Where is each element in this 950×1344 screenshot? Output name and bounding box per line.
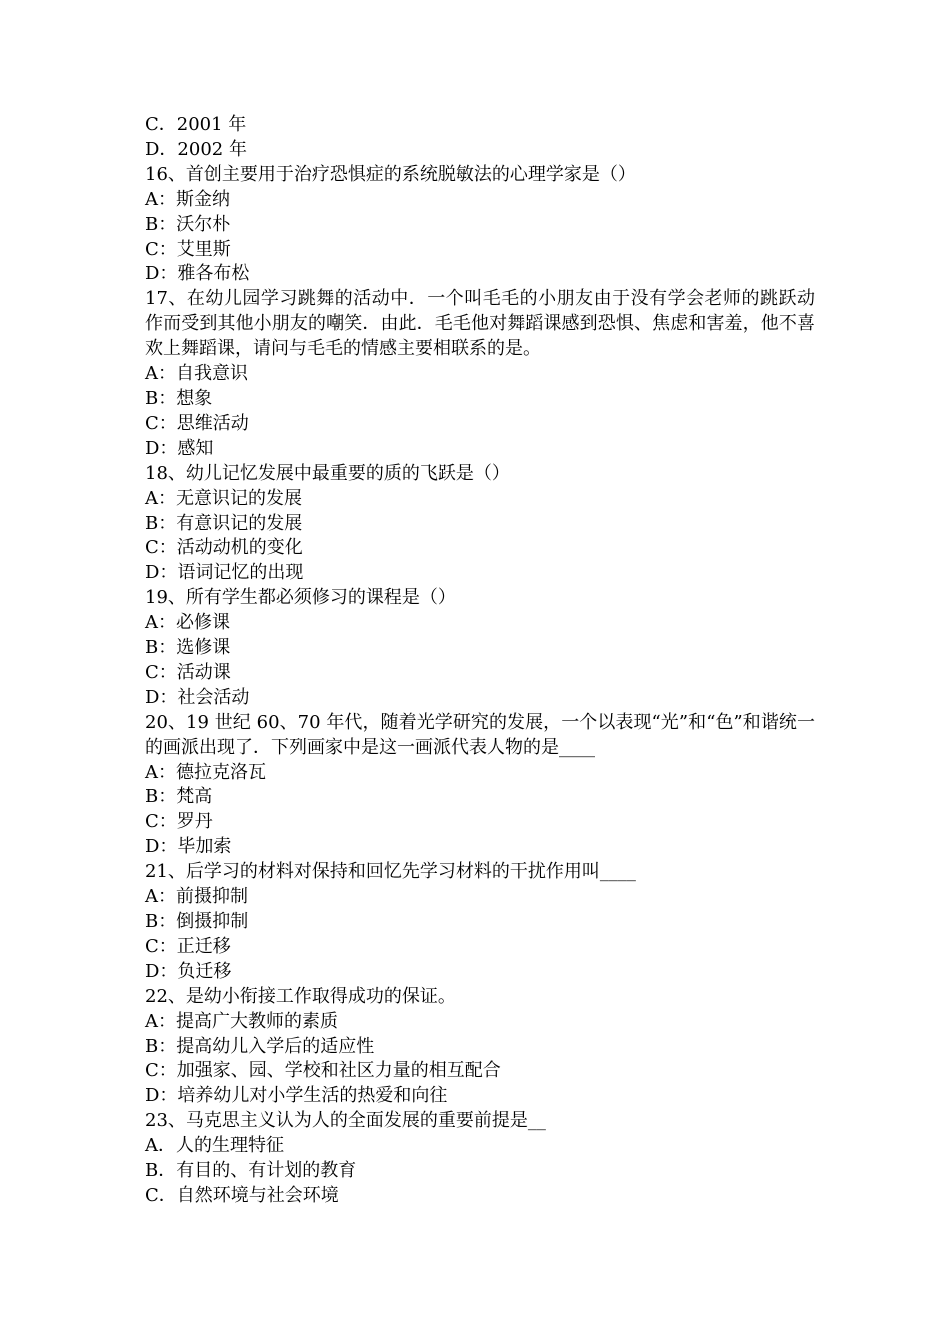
answer-option: A：德拉克洛瓦	[145, 761, 266, 783]
answer-option: C：活动课	[145, 661, 231, 683]
answer-option: D：负迁移	[145, 960, 232, 982]
answer-option: C：加强家、园、学校和社区力量的相互配合	[145, 1060, 501, 1082]
answer-option: A：斯金纳	[145, 188, 230, 210]
question-text: 19、所有学生都必须修习的课程是（）	[145, 587, 456, 609]
question-text: 18、幼儿记忆发展中最重要的质的飞跃是（）	[145, 462, 510, 484]
answer-option: C：罗丹	[145, 811, 213, 833]
answer-option: C：活动动机的变化	[145, 537, 303, 559]
answer-option: D：社会活动	[145, 686, 250, 708]
answer-option: B：提高幼儿入学后的适应性	[145, 1035, 375, 1057]
question-text: 17、在幼儿园学习跳舞的活动中．一个叫毛毛的小朋友由于没有学会老师的跳跃动作而受到其他小朋友的嘲笑．由此．毛毛他对舞蹈课感到恐惧、焦虑和害羞，他不喜欢上舞蹈课，请问与毛毛的情感主要相联系的是。	[145, 288, 815, 360]
answer-option: B：沃尔朴	[145, 213, 231, 235]
question-text: 20、19 世纪 60、70 年代，随着光学研究的发展，一个以表现“光”和“色”和谐统一的画派出现了．下列画家中是这一画派代表人物的是____	[145, 711, 815, 758]
answer-option: D：毕加索	[145, 836, 232, 858]
answer-option: A：无意识记的发展	[145, 487, 302, 509]
question-text: 21、后学习的材料对保持和回忆先学习材料的干扰作用叫____	[145, 861, 636, 883]
answer-option: B：倒摄抑制	[145, 911, 249, 932]
answer-option: D：雅各布松	[145, 263, 250, 285]
question-text: 16、首创主要用于治疗恐惧症的系统脱敏法的心理学家是（）	[145, 163, 636, 185]
answer-option: B．有目的、有计划的教育	[145, 1160, 357, 1182]
answer-option: B：想象	[145, 387, 213, 409]
answer-option: C：艾里斯	[145, 238, 231, 260]
answer-option: D．2002 年	[145, 138, 247, 160]
answer-option: A：自我意识	[145, 363, 248, 385]
answer-option: A：必修课	[145, 612, 230, 634]
answer-option: A：提高广大教师的素质	[145, 1010, 338, 1032]
answer-option: B：梵高	[145, 786, 213, 808]
answer-option: B：选修课	[145, 637, 231, 659]
answer-option: D：培养幼儿对小学生活的热爱和向往	[145, 1085, 448, 1107]
answer-option: C：正迁移	[145, 935, 231, 957]
answer-option: D：感知	[145, 437, 214, 459]
answer-option: C．2001 年	[145, 114, 247, 135]
answer-option: B：有意识记的发展	[145, 512, 303, 534]
answer-option: C．自然环境与社会环境	[145, 1184, 339, 1206]
document-body	[145, 113, 815, 1209]
answer-option: A：前摄抑制	[145, 886, 248, 908]
answer-option: D：语词记忆的出现	[145, 562, 304, 584]
answer-option: A．人的生理特征	[145, 1135, 284, 1157]
question-text: 22、是幼小衔接工作取得成功的保证。	[145, 985, 456, 1007]
question-text: 23、马克思主义认为人的全面发展的重要前提是__	[145, 1110, 546, 1132]
answer-option: C：思维活动	[145, 412, 249, 434]
